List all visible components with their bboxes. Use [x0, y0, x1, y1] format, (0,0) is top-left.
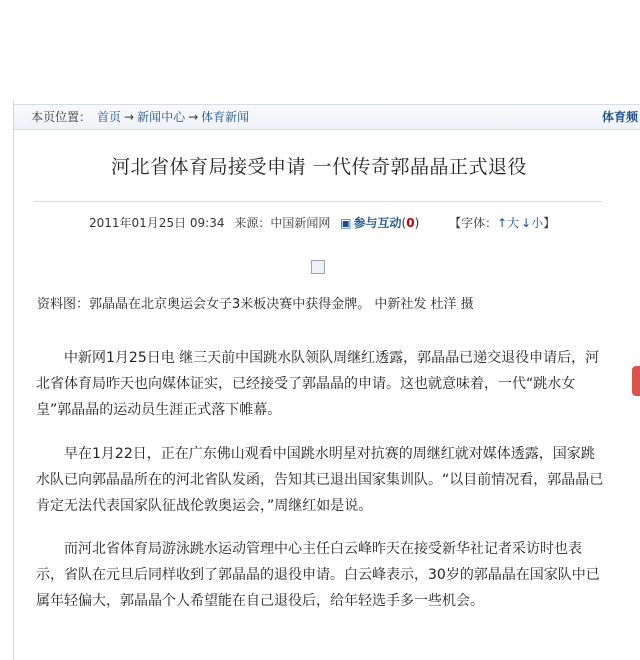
breadcrumb-links	[97, 105, 249, 129]
article-title: 河北省体育局接受申请 一代传奇郭晶晶正式退役	[110, 156, 528, 178]
source-label: 来源：	[234, 216, 271, 230]
publish-datetime: 2011年01月25日 09:34	[89, 216, 225, 230]
breadcrumb-arrow-icon: →	[188, 110, 199, 124]
top-blank-area	[0, 0, 640, 100]
interact-close-paren: )	[414, 216, 420, 230]
breadcrumb-arrow-icon: →	[124, 110, 135, 124]
breadcrumb-news-center-link[interactable]: 新闻中心	[137, 110, 186, 124]
font-smaller-button[interactable]: ↓小	[521, 216, 544, 230]
breadcrumb	[14, 104, 640, 130]
article-meta	[89, 214, 561, 231]
article-paragraph: 早在1月22日，正在广东佛山观看中国跳水明星对抗赛的周继红就对媒体透露，国家跳水队已向郭晶晶所在的河北省队发函，告知其已退出国家集训队。“以目前情况看，郭晶晶已肯定无法代表国家队征战伦敦奥运会，”周继红如是说。	[36, 446, 604, 514]
interact-count: 0	[406, 216, 415, 230]
broken-image-icon	[311, 260, 325, 274]
breadcrumb-home-link[interactable]: 首页	[97, 110, 122, 124]
interact-link[interactable]: 参与互动	[353, 216, 402, 230]
breadcrumb-sports-news-link[interactable]: 体育新闻	[201, 110, 250, 124]
article-paragraph: 中新网1月25日电 继三天前中国跳水队领队周继红透露，郭晶晶已递交退役申请后，河北省体育局昨天也向媒体证实，已经接受了郭晶晶的申请。这也就意味着，一代“跳水女皇”郭晶晶的运动员生涯正式落下帷幕。	[36, 350, 600, 418]
source-name: 中国新闻网	[270, 216, 331, 230]
title-divider	[34, 201, 602, 202]
font-larger-button[interactable]: ↑大	[497, 216, 520, 230]
article-paragraph: 而河北省体育局游泳跳水运动管理中心主任白云峰昨天在接受新华社记者采访时也表示，省队在元旦后同样收到了郭晶晶的退役申请。白云峰表示，30岁的郭晶晶在国家队中已属年轻偏大，郭晶晶个人希望能在自己退役后，给年轻选手多一些机会。	[36, 541, 600, 609]
sports-channel-link[interactable]: 体育频	[602, 110, 639, 124]
comment-icon: ▣	[340, 216, 352, 230]
interact-open-paren: (	[401, 216, 407, 230]
floating-side-tab[interactable]	[632, 366, 640, 396]
breadcrumb-label: 本页位置：	[31, 110, 92, 124]
font-size-close: 】	[543, 216, 556, 230]
image-caption: 资料图：郭晶晶在北京奥运会女子3米板决赛中获得金牌。 中新社发 杜洋 摄	[37, 297, 474, 312]
font-size-label: 【字体：	[449, 216, 498, 230]
article-page	[13, 100, 640, 660]
